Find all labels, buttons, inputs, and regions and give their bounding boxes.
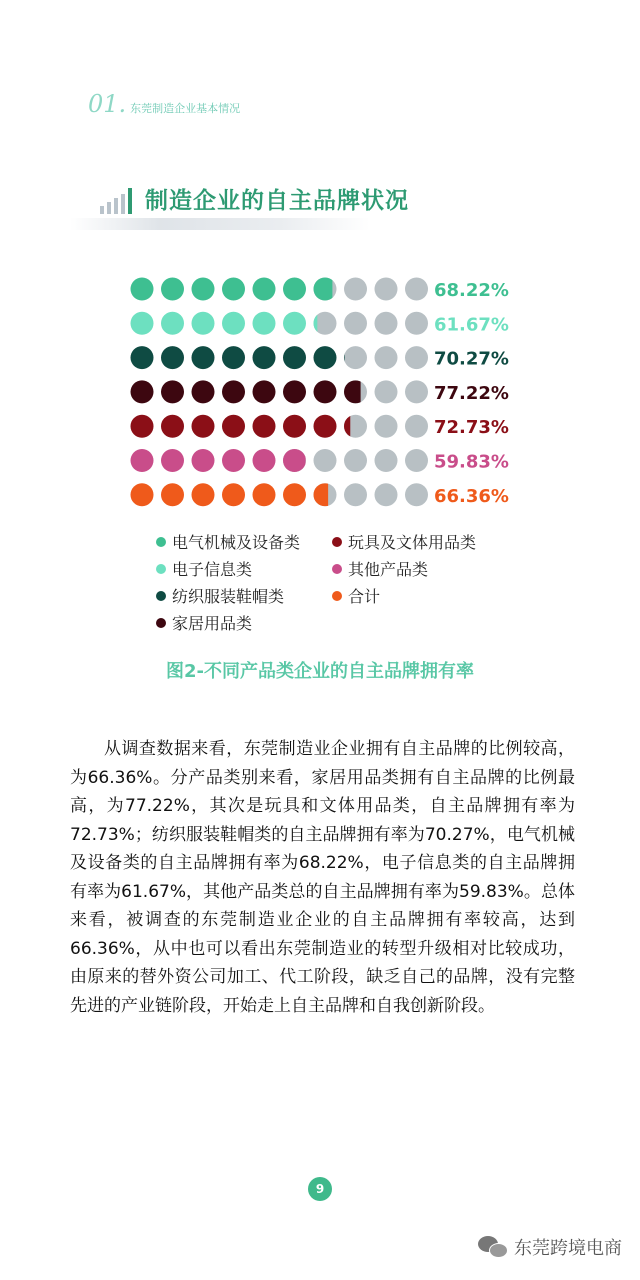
data-label: 61.67% (434, 314, 509, 336)
chart-dot (161, 380, 184, 403)
legend-label: 玩具及文体用品类 (348, 533, 477, 552)
body-paragraph: 从调查数据来看，东莞制造业企业拥有自主品牌的比例较高，为66.36%。分产品类别来看，家居用品类拥有自主品牌的比例最高，为77.22%，其次是玩具和文体用品类，自主品牌拥有率为72.73%；纺织服装鞋帽类的自主品牌拥有率为70.27%，电气机械及设备类的自主品牌拥有率为68.22%，电子信息类的自主品牌拥有率为61.67%，其他产品类总的自主品牌拥有率为59.83%。总体来看，被调查的东莞制造业企业的自主品牌拥有率较高，达到66.36%，从中也可以看出东莞制造业的转型升级相对比较成功，由原来的替外资公司加工、代工阶段，缺乏自己的品牌，没有完整先进的产业链阶段，开始走上自主品牌和自我创新阶段。 (70, 739, 575, 1016)
chart-dot (192, 278, 215, 301)
legend-swatch (156, 537, 166, 547)
watermark-text: 东莞跨境电商 (514, 1238, 622, 1259)
chart-dot (192, 380, 215, 403)
legend-label: 纺织服装鞋帽类 (172, 587, 285, 606)
chart-dot (253, 312, 276, 335)
chart-dot (131, 278, 154, 301)
legend-item (156, 584, 284, 607)
chart-dot (222, 278, 245, 301)
chart-dot (375, 415, 398, 438)
body-paragraph-container (70, 735, 575, 1020)
data-label: 72.73% (434, 417, 509, 439)
wechat-icon (478, 1234, 508, 1260)
chart-dot (131, 483, 154, 506)
legend-label: 家居用品类 (172, 614, 253, 633)
legend-item (332, 584, 380, 607)
chart-dot (192, 312, 215, 335)
chart-dot (344, 346, 367, 369)
chart-dot (131, 415, 154, 438)
chart-dot (253, 415, 276, 438)
chart-dot (253, 483, 276, 506)
legend-item (332, 557, 428, 580)
chart-dot (253, 346, 276, 369)
chart-dot (314, 483, 337, 506)
chart-dot (222, 449, 245, 472)
data-label: 59.83% (434, 451, 509, 473)
chart-dot (222, 380, 245, 403)
chart-dot (405, 483, 428, 506)
chart-dot (314, 415, 337, 438)
section-subtitle: 东莞制造企业基本情况 (130, 102, 241, 115)
chart-dot (375, 380, 398, 403)
chart-dot (283, 380, 306, 403)
chart-dot (222, 312, 245, 335)
chart-dot (344, 483, 367, 506)
chart-caption: 图2-不同产品类企业的自主品牌拥有率 (166, 661, 474, 682)
legend-item (156, 557, 252, 580)
chart-dot (344, 380, 367, 403)
chart-dot (283, 278, 306, 301)
legend-swatch (156, 564, 166, 574)
chart-dot (405, 449, 428, 472)
chart-dot (314, 278, 337, 301)
chart-dot (253, 278, 276, 301)
chart-dot (161, 415, 184, 438)
legend-label: 电气机械及设备类 (172, 533, 301, 552)
legend-label: 电子信息类 (172, 560, 253, 579)
chart-dot (375, 312, 398, 335)
legend-label: 合计 (348, 587, 381, 606)
chart-dot (344, 278, 367, 301)
chart-dot (283, 346, 306, 369)
chart-dot (405, 312, 428, 335)
chart-dot (222, 346, 245, 369)
chart-dot (253, 449, 276, 472)
chart-dot (283, 312, 306, 335)
chart-dot (161, 312, 184, 335)
legend-swatch (332, 564, 342, 574)
chart-dot (192, 415, 215, 438)
chart-dot (314, 346, 337, 369)
section-number: 01. (88, 90, 127, 118)
chart-dot (131, 312, 154, 335)
data-label: 77.22% (434, 382, 509, 404)
chart-dot (314, 380, 337, 403)
chart-dot (375, 278, 398, 301)
chart-dot (283, 483, 306, 506)
legend-item (156, 530, 300, 553)
chart-dot (405, 346, 428, 369)
chart-dot (192, 449, 215, 472)
chart-dot (405, 278, 428, 301)
legend-item (332, 530, 476, 553)
chart-dot (161, 346, 184, 369)
legend-label: 其他产品类 (348, 560, 429, 579)
data-label: 66.36% (434, 485, 509, 507)
chart-dot (131, 380, 154, 403)
chart-dot (131, 449, 154, 472)
data-label: 68.22% (434, 280, 509, 301)
chart-dot (161, 483, 184, 506)
chart-dot (192, 483, 215, 506)
chart-dot (405, 415, 428, 438)
chart-dot (161, 278, 184, 301)
legend-swatch (332, 591, 342, 601)
chart-dot (405, 380, 428, 403)
chart-dot (253, 380, 276, 403)
legend-item (156, 611, 252, 634)
legend-swatch (156, 591, 166, 601)
data-label: 70.27% (434, 348, 509, 370)
chart-dot (314, 312, 337, 335)
watermark (478, 1234, 622, 1260)
chart-dot (161, 449, 184, 472)
dot-matrix-chart (0, 0, 640, 520)
chart-dot (222, 483, 245, 506)
chart-dot (314, 449, 337, 472)
chart-dot (131, 346, 154, 369)
chart-dot (192, 346, 215, 369)
legend-swatch (156, 618, 166, 628)
chart-dot (375, 346, 398, 369)
legend-swatch (332, 537, 342, 547)
chart-dot (375, 449, 398, 472)
page-number: 9 (308, 1177, 332, 1201)
chart-dot (344, 415, 367, 438)
chart-dot (283, 415, 306, 438)
chart-dot (283, 449, 306, 472)
chart-dot (344, 449, 367, 472)
chart-dot (375, 483, 398, 506)
section-title: 制造企业的自主品牌状况 (145, 188, 409, 214)
chart-dot (344, 312, 367, 335)
chart-dot (222, 415, 245, 438)
